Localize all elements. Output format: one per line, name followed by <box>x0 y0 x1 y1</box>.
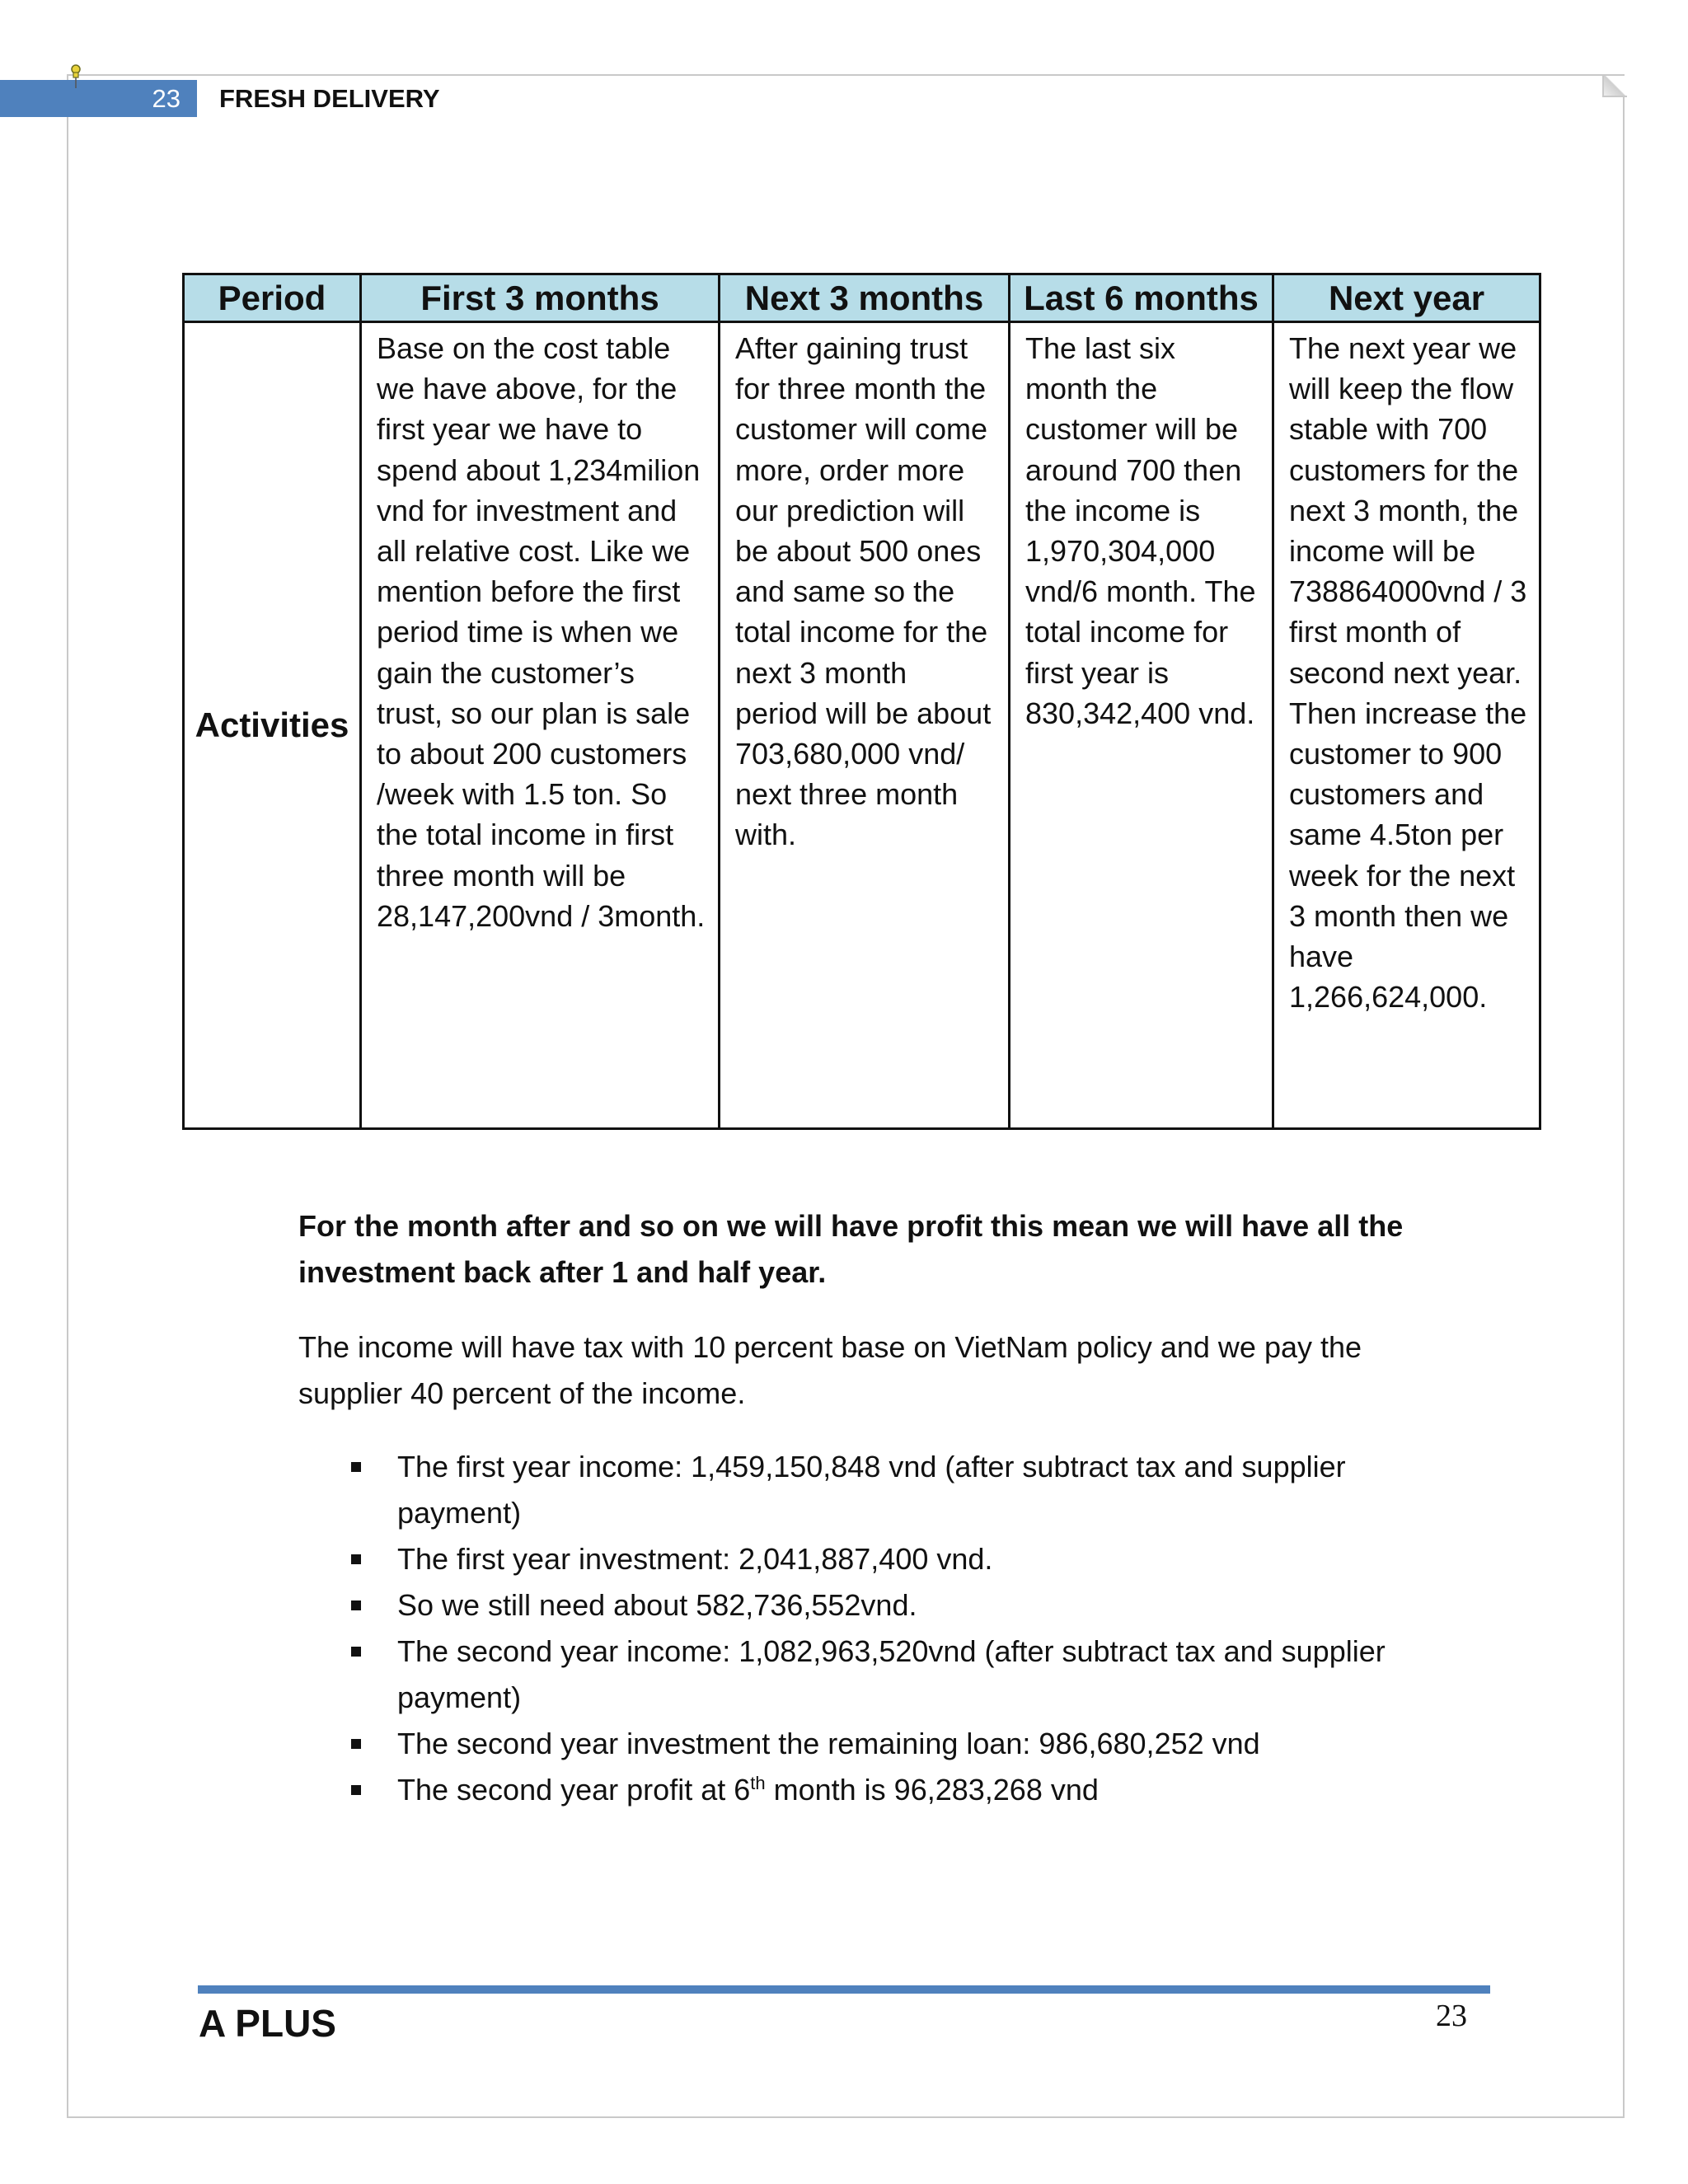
list-item: The first year investment: 2,041,887,400 vnd. <box>397 1536 1428 1582</box>
profit-prefix: The second year profit at 6 <box>397 1773 751 1807</box>
list-item: The second year income: 1,082,963,520vnd (after subtract tax and supplier payment) <box>397 1629 1428 1721</box>
income-plan-table <box>182 273 1541 1130</box>
tax-note: The income will have tax with 10 percent base on VietNam policy and we pay the supplier 40 percent of the income. <box>298 1330 1362 1410</box>
cell-next-3-months: After gaining trust for three month the customer will come more, order more our prediction will be about 500 ones and same so the total income for the next 3 month period will be about 703,680,000 vnd/ next three month with. <box>720 322 1010 1129</box>
footer-page-number: 23 <box>1436 1999 1467 2033</box>
pushpin-icon <box>70 64 82 89</box>
profit-suffix: month is 96,283,268 vnd <box>765 1773 1099 1807</box>
list-item: The second year investment the remaining loan: 986,680,252 vnd <box>397 1721 1428 1767</box>
ordinal-superscript: th <box>750 1773 766 1793</box>
cell-next-year: The next year we will keep the flow stable with 700 customers for the next 3 month, the income will be 738864000vnd / 3 first month of second next year. Then increase the customer to 900 customers and same 4.5ton per week for the next 3 month then we have 1,266,624,000. <box>1273 322 1540 1129</box>
header-first-3-months: First 3 months <box>361 274 720 322</box>
table-header-row <box>184 274 1540 322</box>
footer-brand: A PLUS <box>199 2002 336 2045</box>
list-item: So we still need about 582,736,552vnd. <box>397 1582 1428 1629</box>
footer-rule <box>198 1985 1490 1994</box>
financial-summary-list <box>397 1444 1428 1813</box>
page-curl-decoration <box>1602 76 1627 97</box>
list-item: The first year income: 1,459,150,848 vnd (after subtract tax and supplier payment) <box>397 1444 1428 1536</box>
row-label-activities: Activities <box>184 322 361 1129</box>
header-next-3-months: Next 3 months <box>720 274 1010 322</box>
header-title: FRESH DELIVERY <box>219 84 440 113</box>
table-row <box>184 322 1540 1129</box>
header-last-6-months: Last 6 months <box>1010 274 1273 322</box>
cell-first-3-months: Base on the cost table we have above, for the first year we have to spend about 1,234milion vnd for investment and all relative cost. Like we mention before the first period time is when we gain the customer’s trust, so our plan is sale to about 200 customers /week with 1.5 ton. So the total income in first three month will be 28,147,200vnd / 3month. <box>361 322 720 1129</box>
cell-last-6-months: The last six month the customer will be around 700 then the income is 1,970,304,000 vnd/6 month. The total income for first year is 830,342,400 vnd. <box>1010 322 1273 1129</box>
header-period: Period <box>184 274 361 322</box>
header-next-year: Next year <box>1273 274 1540 322</box>
list-item <box>397 1767 1428 1813</box>
header-page-number: 23 <box>0 80 197 117</box>
profit-statement: For the month after and so on we will have profit this mean we will have all the investment back after 1 and half year. <box>298 1209 1404 1289</box>
